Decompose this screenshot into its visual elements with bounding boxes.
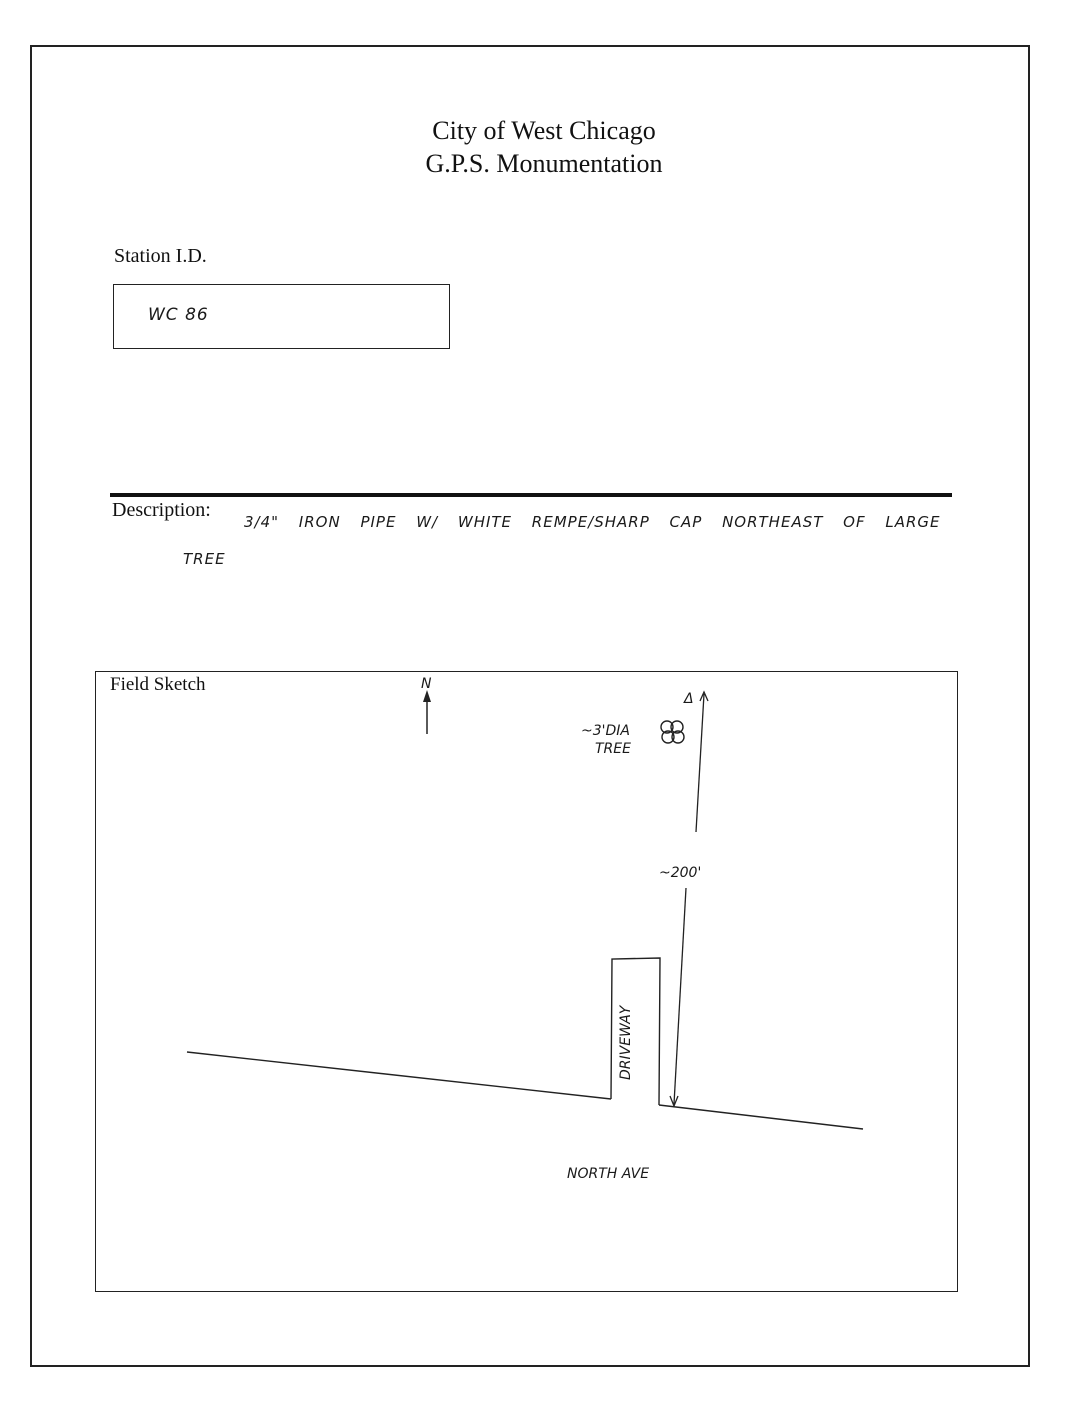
- description-text-line1: 3/4" IRON PIPE W/ WHITE REMPE/SHARP CAP NORTHEAST OF LARGE: [244, 513, 941, 531]
- monument-triangle-icon: Δ: [684, 691, 694, 707]
- description-label: Description:: [112, 499, 211, 521]
- street-label: NORTH AVE: [567, 1166, 650, 1182]
- station-id-label: Station I.D.: [114, 245, 207, 267]
- tree-size-label: ~3'DIA: [581, 723, 630, 739]
- document-subtitle: G.P.S. Monumentation: [425, 149, 663, 178]
- tree-icon: [661, 721, 684, 743]
- field-sketch-label: Field Sketch: [110, 674, 206, 695]
- distance-label: ~200': [659, 865, 702, 881]
- document-title: City of West Chicago: [432, 116, 656, 145]
- station-id-value: WC 86: [148, 305, 209, 325]
- distance-arrow: [670, 692, 708, 1106]
- driveway-label: DRIVEWAY: [618, 1005, 634, 1080]
- road-edge-line: [187, 1052, 863, 1129]
- tree-label: TREE: [595, 741, 631, 757]
- north-label: N: [421, 676, 432, 692]
- description-text-line2: TREE: [183, 550, 226, 568]
- north-arrow-icon: [423, 690, 431, 734]
